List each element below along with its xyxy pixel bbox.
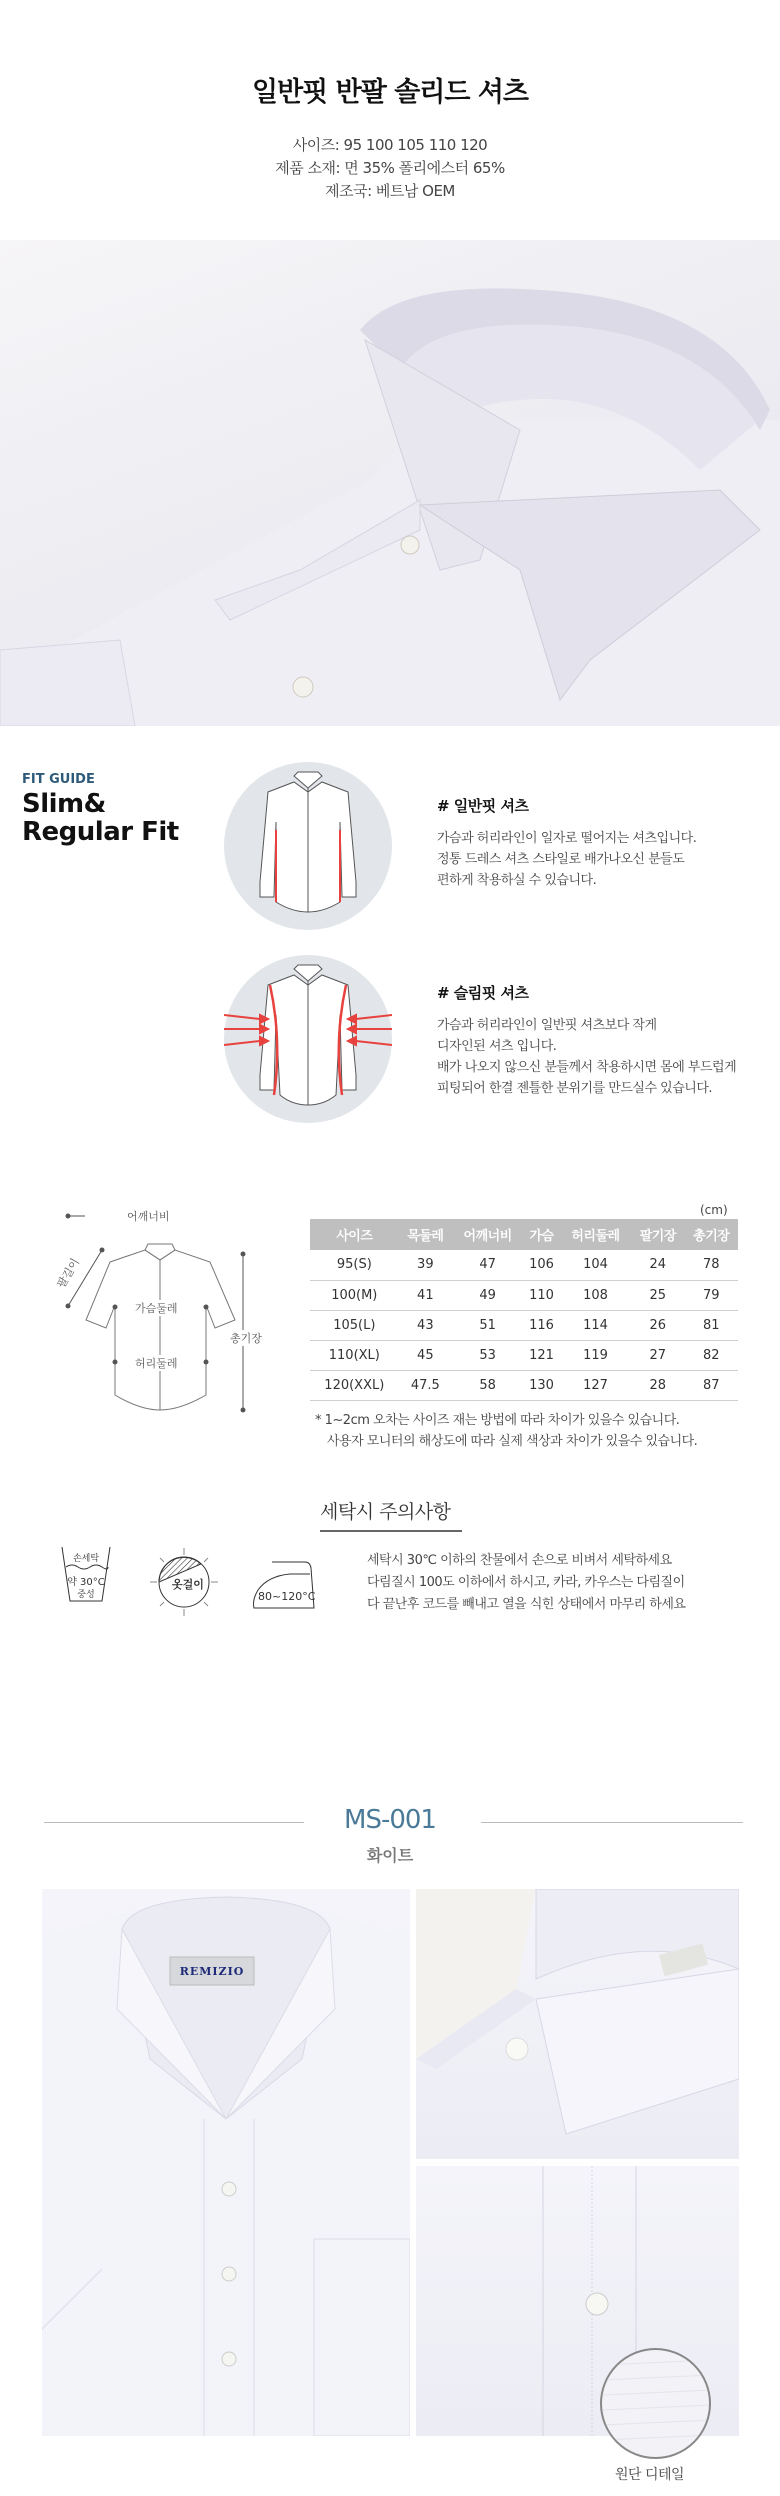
shirt-front-photo — [42, 1889, 410, 2436]
spec-material: 제품 소재: 면 35% 폴리에스터 65% — [275, 159, 505, 177]
spec-sizes: 사이즈: 95 100 105 110 120 — [292, 136, 488, 154]
unit-label: (cm) — [700, 1203, 728, 1217]
spec-origin: 제조국: 베트남 OEM — [325, 182, 455, 200]
care-title: 세탁시 주의사항 — [320, 1497, 462, 1532]
care-instructions: 세탁시 30℃ 이하의 찬물에서 손으로 비벼서 세탁하세요 다림질시 100도 이하에서 하시고, 카라, 카우스는 다림질이 다 끝난후 코드를 빼내고 열을 식힌 상태에서 마무리 하세요 — [367, 1553, 686, 1612]
fabric-texture — [602, 2350, 711, 2459]
slim-fit-text: # 슬림핏 셔츠 가슴과 허리라인이 일반핏 셔츠보다 작게 디자인된 셔츠 입니다. 배가 나오지 않으신 분들께서 착용하시면 몸에 부드럽게 피팅되어 한결 젠틀한 분위기를 만드실수 있습니다. — [437, 984, 737, 1096]
fabric-detail-label: 원단 디테일 — [615, 2467, 685, 2483]
length-label: 총기장 — [230, 1332, 262, 1345]
hang-dry-icon: 옷걸이 — [148, 1546, 220, 1618]
size-measurement-diagram — [54, 1210, 280, 1420]
product-specs — [0, 134, 780, 203]
regular-fit-heading: # 일반핏 셔츠 — [437, 797, 529, 815]
slim-fit-heading: # 슬림핏 셔츠 — [437, 984, 529, 1002]
table-row: 110(XL) 45 53 121 119 27 82 — [310, 1340, 738, 1370]
size-table — [310, 1219, 738, 1401]
page-title: 일반핏 반팔 솔리드 셔츠 — [251, 77, 529, 108]
shoulder-label: 어깨너비 — [124, 1208, 173, 1224]
regular-fit-text: # 일반핏 셔츠 가슴과 허리라인이 일자로 떨어지는 셔츠입니다. 정통 드레스 셔츠 스타일로 배가나오신 분들도 편하게 착용하실 수 있습니다. — [437, 797, 697, 888]
collar-illustration — [0, 240, 780, 726]
regular-shirt-icon — [224, 762, 392, 930]
fit-guide-title: Slim& Regular Fit — [22, 789, 179, 847]
size-notes: * 1~2cm 오차는 사이즈 재는 방법에 따라 차이가 있을수 있습니다. 사용자 모니터의 해상도에 따라 실제 색상과 차이가 있을수 있습니다. — [315, 1413, 698, 1449]
table-row: 105(L) 43 51 116 114 26 81 — [310, 1310, 738, 1340]
fit-guide-label: FIT GUIDE — [22, 772, 95, 787]
slim-shirt-icon — [224, 955, 392, 1123]
collar-detail-photo — [416, 1889, 739, 2159]
chest-label: 가슴둘레 — [132, 1300, 181, 1316]
iron-icon: 80~120°C — [250, 1560, 316, 1610]
slim-fit-illustration — [224, 955, 392, 1123]
table-row: 100(M) 41 49 110 108 25 79 — [310, 1280, 738, 1310]
product-color-name: 화이트 — [366, 1846, 414, 1865]
sleeve-label: 팔길이 — [54, 1256, 82, 1291]
hand-wash-icon: 손세탁 약 30°C 중성 — [60, 1545, 112, 1605]
hero-collar-photo — [0, 240, 780, 726]
regular-fit-illustration — [224, 762, 392, 930]
table-row: 95(S) 39 47 106 104 24 78 — [310, 1250, 738, 1280]
waist-label: 허리둘레 — [132, 1355, 181, 1371]
table-row: 120(XXL) 47.5 58 130 127 28 87 — [310, 1370, 738, 1400]
product-code: MS-001 — [344, 1805, 436, 1835]
fabric-zoom-circle — [600, 2348, 711, 2459]
brand-label: REMIZIO — [179, 1965, 245, 1978]
table-header-row: 사이즈 목둘레 어깨너비 가슴 허리둘레 팔기장 총기장 — [310, 1219, 738, 1250]
